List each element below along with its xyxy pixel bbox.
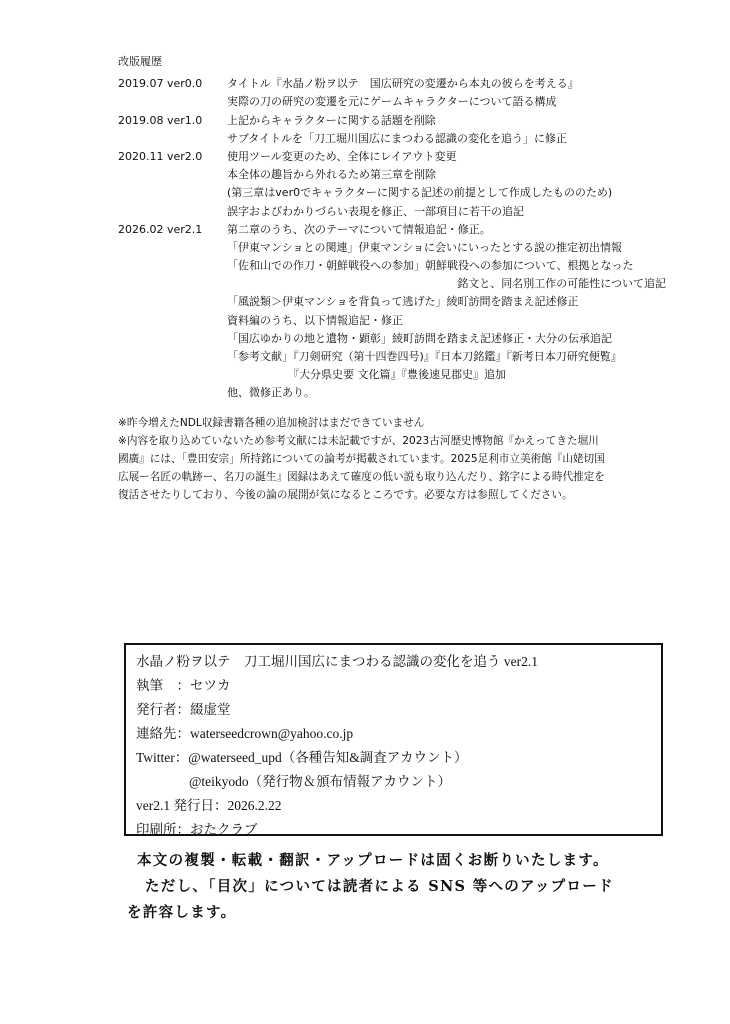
note-line: 復活させたりしており、今後の論の展開が気になるところです。必要な方は参照してください。: [118, 489, 573, 501]
colophon-twitter: Twitter：@waterseed_upd（各種告知&調査アカウント）: [136, 750, 468, 765]
notes: [118, 414, 673, 504]
note-line: ※内容を取り込めていないため参考文献には未記載ですが、2023古河歴史博物館『かえってきた堀川: [118, 435, 599, 447]
note-line: 広展ー名匠の軌跡ー、名刀の誕生』図録はあえて確度の低い説も取り込んだり、銘字による時代推定を: [118, 471, 605, 483]
history-entry: 2019.07 ver0.0 タイトル『水晶ノ粉ヲ以テ 国広研究の変遷から本丸の彼らを考える』: [118, 77, 579, 91]
history-entry: 2020.11 ver2.0 使用ツール変更のため、全体にレイアウト変更: [118, 149, 457, 163]
colophon-contact: 連絡先：waterseedcrown@yahoo.co.jp: [136, 726, 354, 741]
history-entry: 2026.02 ver2.1 第二章のうち、次のテーマについて情報追記・修正。: [118, 222, 491, 236]
notice-line: を許容します。: [127, 904, 237, 921]
colophon-box: [124, 643, 663, 836]
notice-line: 本文の複製・転載・翻訳・アップロードは固くお断りいたします。: [137, 852, 609, 869]
colophon-printer: 印刷所：おたクラブ: [136, 822, 258, 837]
colophon-date: ver2.1 発行日：2026.2.22: [136, 798, 282, 813]
history-entry: 2019.08 ver1.0 上記からキャラクターに関する話題を削除: [118, 113, 436, 127]
note-line: ※昨今増えたNDL収録書籍各種の追加検討はまだできていません: [118, 417, 425, 429]
history-heading: 改版履歴: [118, 55, 162, 68]
copyright-notice: [127, 848, 667, 926]
colophon-publisher: 発行者：綴虚堂: [136, 702, 231, 717]
revision-history: 改版履歴 2019.07 ver0.0 タイトル『水晶ノ粉ヲ以テ 国広研究の変遷から本丸の彼らを考える』 実際の刀の研究の変遷を元にゲームキャラクターについて語る構成 2019.08 ver1.0 上記からキャラクターに関する話題を削除 サブタイトルを「刀工堀川国広にまつわる認識の変化を追う」に修正 2020.11 ver2.0 使用ツール変更のため、全体にレイアウト変更 本全体の趣旨から外れるため第三章を削除 (第三章はver0でキャラクターに関する記述の前提として作成したもののため) 誤字およびわかりづらい表現を修正、一部項目に若干の追記 2026.02 ver2.1 第二章のうち、次のテーマについて情報追記・修正。 「伊東マンショとの関連」伊東マンショに会いにいったとする説の推定初出情報 「佐和山での作刀・朝鮮戦役への参加」朝鮮戦役への参加について、根拠となった 銘文と、同名別工作の可能性について追記 「風説類＞伊東マンショを背負って逃げた」綾町訪問を踏まえ記述修正 資料編のうち、以下情報追記・修正 「国広ゆかりの地と遺物・顕彰」綾町訪問を踏まえ記述修正・大分の伝承追記 「参考文献」『刀剣研究（第十四巻四号)』『日本刀銘鑑』『新考日本刀研究便覧』 『大分県史要 文化篇』『豊後速見郡史』追加 他、微修正あり。: [118, 53, 678, 403]
colophon-title: 水晶ノ粉ヲ以テ 刀工堀川国広にまつわる認識の変化を追う ver2.1: [136, 654, 538, 669]
note-line: 國廣』には、「豊田安宗」所持銘についての論考が掲載されています。2025足利市立美術館『山姥切国: [118, 453, 605, 465]
colophon-twitter-2: @teikyodo（発行物＆頒布情報アカウント）: [189, 774, 452, 789]
notice-line: ただし、「目次」については読者による SNS 等へのアップロード: [145, 878, 614, 895]
colophon-author: 執筆 ：セツカ: [136, 678, 231, 693]
